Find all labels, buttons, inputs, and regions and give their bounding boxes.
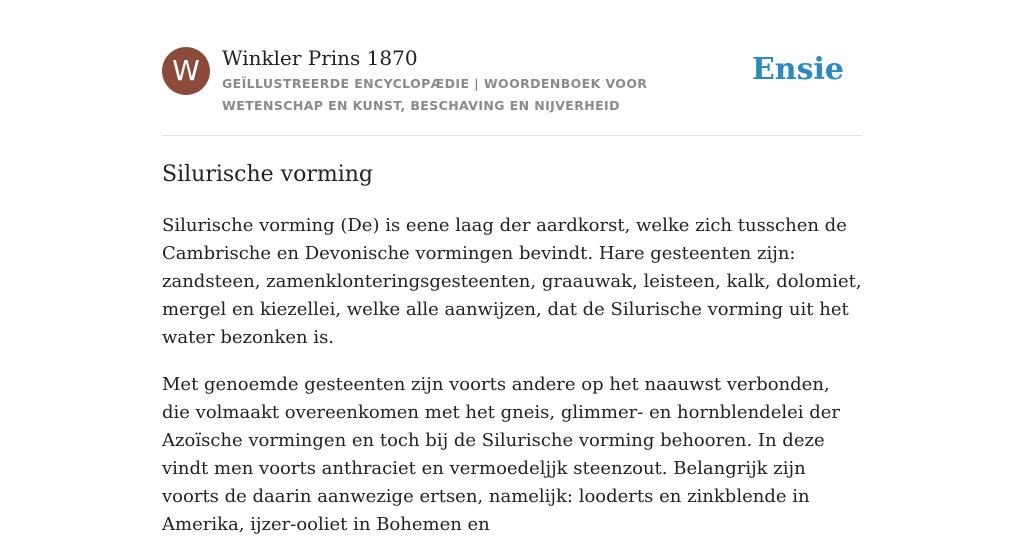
ensie-logo[interactable]: Ensie [751, 52, 844, 87]
entry-paragraph: Met genoemde gesteenten zijn voorts andere op het naauwst verbonden, die volmaakt overeenkomen met het gneis, glimmer- en hornblendelei der Azoïsche vormingen en toch bij de Silurische vorming behooren. In deze vindt men voorts anthraciet en vermoedeljjk steenzout. Belangrijk zijn voorts de daarin aanwezige ertsen, namelijk: looderts en zinkblende in Amerika, ijzer-ooliet in Bohemen en [162, 374, 841, 535]
publication-subtitle: GEÏLLUSTREERDE ENCYCLOPÆDIE | WOORDENBOEK VOOR WETENSCHAP EN KUNST, BESCHAVING EN NIJVERHEID [222, 76, 648, 113]
header-divider [162, 135, 862, 136]
publication-title[interactable]: Winkler Prins 1870 [222, 46, 418, 70]
publication-avatar[interactable]: W [162, 47, 210, 95]
entry-headword: Silurische vorming [162, 162, 373, 187]
entry-header [162, 44, 862, 116]
entry-paragraph: Silurische vorming (De) is eene laag der aardkorst, welke zich tusschen de Cambrische en Devonische vormingen bevindt. Hare gesteenten zijn: zandsteen, zamenklonteringsgesteenten, graauwak, leisteen, kalk, dolomiet, mergel en kiezellei, welke alle aanwijzen, dat de Silurische vorming uit het water bezonken is. [162, 215, 862, 348]
entry-body [162, 212, 862, 558]
